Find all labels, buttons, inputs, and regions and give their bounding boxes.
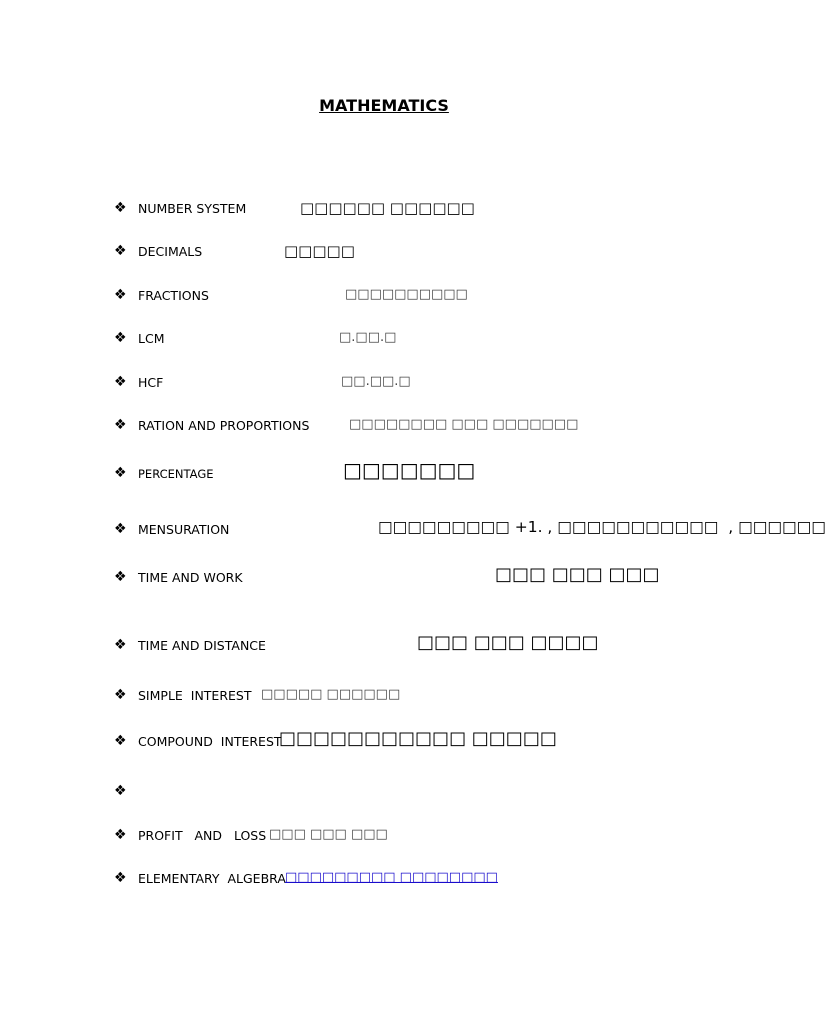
list-item-lcm: [0, 329, 768, 353]
list-item-time-work: [0, 564, 768, 592]
topic-label: NUMBER SYSTEM: [138, 201, 247, 216]
topic-label: PERCENTAGE: [138, 467, 214, 481]
topic-label: PROFIT AND LOSS: [138, 828, 267, 843]
topic-label: MENSURATION: [138, 522, 230, 537]
list-item-empty: [0, 782, 768, 806]
list-item-decimals: [0, 242, 768, 266]
topic-label: ELEMENTARY ALGEBRA: [138, 871, 286, 886]
page-title: MATHEMATICS: [319, 96, 449, 115]
diamond-bullet-icon: ❖: [114, 870, 127, 886]
topic-label: SIMPLE INTEREST: [138, 688, 252, 703]
topic-translation: □□□□□□□□□□□ □□□□□: [279, 728, 557, 749]
topic-translation: □□□□□□ □□□□□□: [300, 199, 475, 217]
list-item-hcf: [0, 373, 768, 397]
topic-translation: □□□□□ □□□□□□: [261, 687, 401, 702]
topic-translation: □□.□□.□: [341, 374, 411, 389]
topic-label: TIME AND DISTANCE: [138, 638, 266, 653]
list-item-elementary-algebra: [0, 869, 768, 893]
list-item-compound-interest: [0, 728, 768, 756]
diamond-bullet-icon: ❖: [114, 287, 127, 303]
list-item-percentage: [0, 458, 768, 488]
diamond-bullet-icon: ❖: [114, 569, 127, 585]
topic-translation: □□□□□: [284, 242, 355, 260]
topic-translation: □□□ □□□ □□□: [495, 564, 660, 585]
diamond-bullet-icon: ❖: [114, 243, 127, 259]
diamond-bullet-icon: ❖: [114, 687, 127, 703]
diamond-bullet-icon: ❖: [114, 465, 127, 481]
diamond-bullet-icon: ❖: [114, 374, 127, 390]
topic-label: COMPOUND INTEREST: [138, 734, 282, 749]
diamond-bullet-icon: ❖: [114, 637, 127, 653]
list-item-simple-interest: [0, 686, 768, 710]
topic-label: DECIMALS: [138, 244, 203, 259]
diamond-bullet-icon: ❖: [114, 330, 127, 346]
topic-label: TIME AND WORK: [138, 570, 243, 585]
list-item-fractions: [0, 286, 768, 310]
list-item-profit-loss: [0, 826, 768, 850]
diamond-bullet-icon: ❖: [114, 200, 127, 216]
topic-translation: □□□ □□□ □□□□: [417, 632, 599, 653]
list-item-number-system: [0, 199, 768, 223]
diamond-bullet-icon: ❖: [114, 827, 127, 843]
algebra-link[interactable]: □□□□□□□□□ □□□□□□□□: [285, 870, 498, 885]
topic-translation: □□□□□□□□ □□□ □□□□□□□: [349, 417, 579, 432]
list-item-ratio-proportions: [0, 416, 768, 440]
topic-translation: □.□□.□: [339, 330, 397, 345]
topic-translation: □□□□□□□: [343, 458, 476, 482]
topic-label: HCF: [138, 375, 164, 390]
diamond-bullet-icon: ❖: [114, 521, 127, 537]
topic-label: LCM: [138, 331, 165, 346]
diamond-bullet-icon: ❖: [114, 417, 127, 433]
topic-translation: □□□□□□□□□ +1. , □□□□□□□□□□□ , □□□□□□: [378, 518, 826, 536]
topic-translation: □□□ □□□ □□□: [269, 827, 388, 842]
list-item-mensuration: [0, 518, 826, 544]
list-item-time-distance: [0, 632, 768, 660]
diamond-bullet-icon: ❖: [114, 733, 127, 749]
topic-translation: □□□□□□□□□□: [345, 287, 468, 302]
topic-label: RATION AND PROPORTIONS: [138, 418, 310, 433]
diamond-bullet-icon: ❖: [114, 783, 127, 799]
topic-label: FRACTIONS: [138, 288, 209, 303]
